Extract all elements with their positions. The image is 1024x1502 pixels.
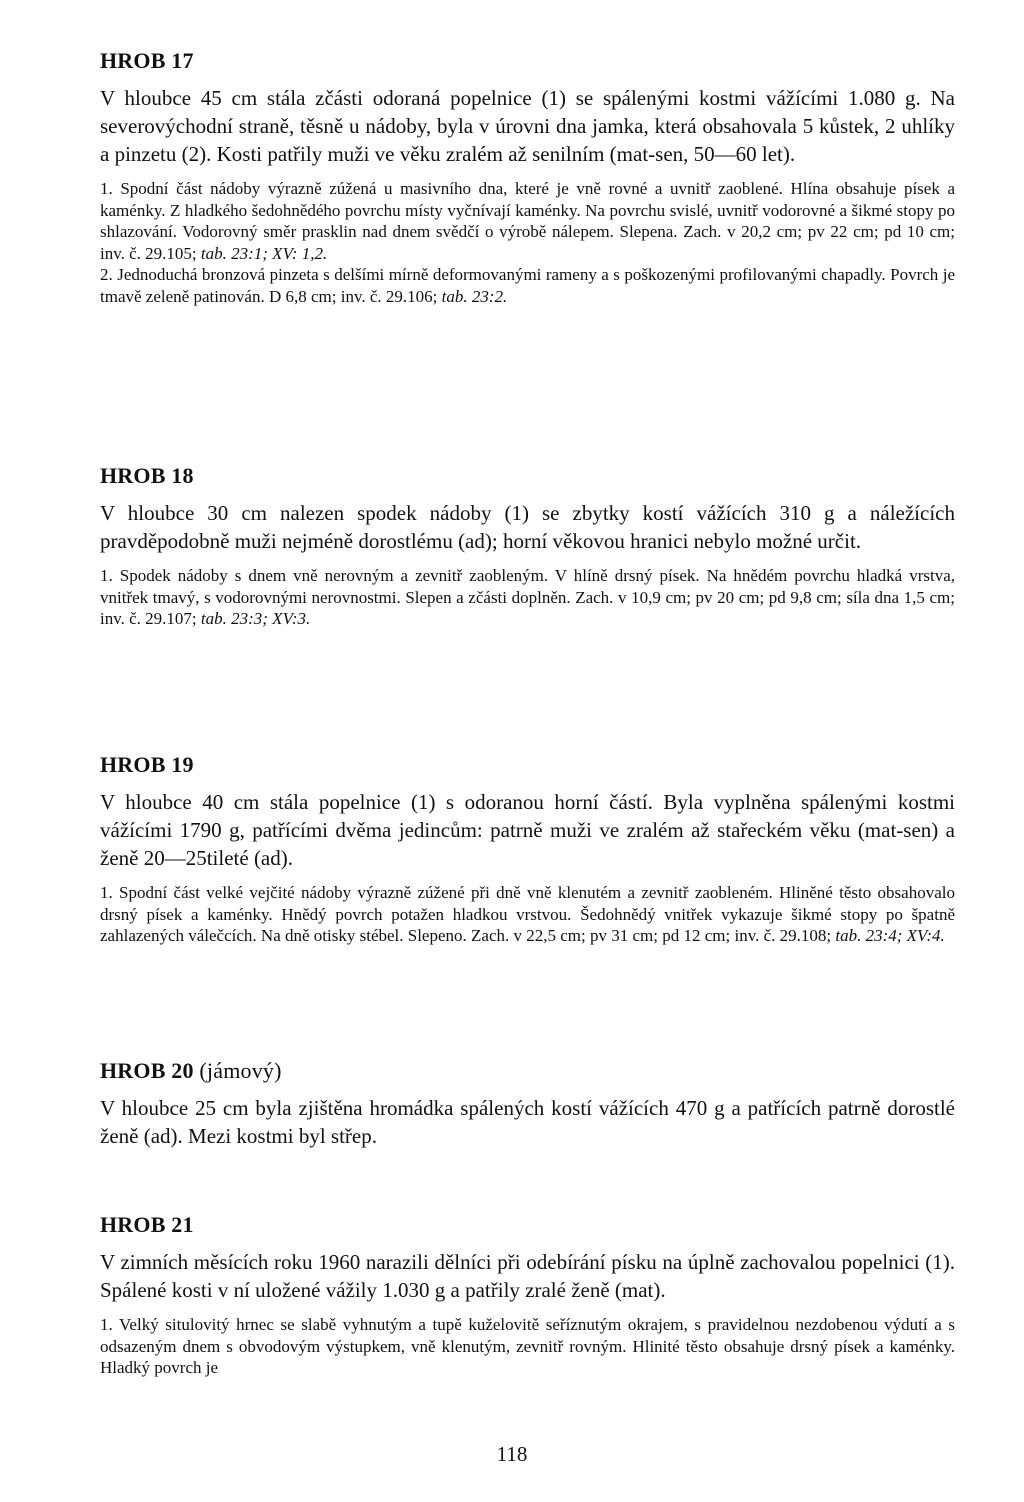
grave-19-description: V hloubce 40 cm stála popelnice (1) s odoranou horní částí. Byla vyplněna spálenými kostmi vážícími 1790 g, patřícími dvěma jedincům: patrně muži ve zralém až stařeckém věku (mat-sen) a ženě 20—25tileté (ad). bbox=[100, 790, 955, 870]
grave-17-item-1-ref: tab. 23:1; XV: 1,2. bbox=[200, 243, 328, 263]
grave-18-item-1 bbox=[100, 565, 955, 630]
grave-19-section bbox=[100, 752, 955, 947]
grave-19-item-1-ref: tab. 23:4; XV:4. bbox=[835, 926, 945, 946]
grave-21-item-1 bbox=[100, 1314, 955, 1379]
grave-20-section bbox=[100, 1058, 955, 1160]
grave-20-heading bbox=[100, 1058, 955, 1084]
grave-21-section bbox=[100, 1212, 955, 1379]
grave-17-item-2-ref: tab. 23:2. bbox=[441, 286, 508, 306]
grave-21-description: V zimních měsících roku 1960 narazili dělníci při odebírání písku na úplně zachovalou popelnici (1). Spálené kosti v ní uložené vážily 1.030 g a patřily zralé ženě (mat). bbox=[100, 1250, 955, 1302]
grave-17-section bbox=[100, 48, 955, 308]
page-number: 118 bbox=[496, 1442, 528, 1466]
grave-17-item-1-text: 1. Spodní část nádoby výrazně zúžená u masivního dna, které je vně rovné a uvnitř zaoblené. Hlína obsahuje písek a kaménky. Z hladkého šedohnědého povrchu místy vyčnívají kaménky. Na povrchu svislé, uvnitř vodorovné a šikmé stopy po shlazování. Vodorovný směr prasklin nad dnem svědčí o výrobě nálepem. Slepena. Zach. v 20,2 cm; pv 22 cm; pd 10 cm; inv. č. 29.105; bbox=[100, 179, 955, 263]
grave-17-item-2 bbox=[100, 264, 955, 307]
grave-19-item-1 bbox=[100, 882, 955, 947]
grave-18-item-1-text: 1. Spodek nádoby s dnem vně nerovným a zevnitř zaobleným. V hlíně drsný písek. Na hnědém povrchu hladká vrstva, vnitřek tmavý, s vodorovnými nerovnostmi. Slepen a zčásti doplněn. Zach. v 10,9 cm; pv 20 cm; pd 9,8 cm; síla dna 1,5 cm; inv. č. 29.107; bbox=[100, 566, 955, 629]
grave-17-item-2-text: 2. Jednoduchá bronzová pinzeta s delšími mírně deformovanými rameny a s poškozenými profilovanými chapadly. Povrch je tmavě zeleně patinován. D 6,8 cm; inv. č. 29.106; bbox=[100, 265, 955, 306]
grave-17-heading-text: HROB 17 bbox=[100, 48, 194, 73]
grave-18-heading bbox=[100, 463, 955, 489]
grave-20-heading-suffix: (jámový) bbox=[193, 1058, 282, 1083]
grave-17-heading bbox=[100, 48, 955, 74]
grave-17-item-1 bbox=[100, 178, 955, 264]
grave-20-description: V hloubce 25 cm byla zjištěna hromádka spálených kostí vážících 470 g a patřících patrně dorostlé ženě (ad). Mezi kostmi byl střep. bbox=[100, 1096, 955, 1148]
grave-17-description: V hloubce 45 cm stála zčásti odoraná popelnice (1) se spálenými kostmi vážícími 1.080 g. Na severovýchodní straně, těsně u nádoby, byla v úrovni dna jamka, která obsahovala 5 kůstek, 2 uhlíky a pinzetu (2). Kosti patřily muži ve věku zralém až senilním (mat-sen, 50—60 let). bbox=[100, 86, 955, 166]
grave-18-description: V hloubce 30 cm nalezen spodek nádoby (1) se zbytky kostí vážících 310 g a náležících pravděpodobně muži nejméně dorostlému (ad); horní věkovou hranici nebylo možné určit. bbox=[100, 501, 955, 553]
grave-21-item-1-text: 1. Velký situlovitý hrnec se slabě vyhnutým a tupě kuželovitě seříznutým okrajem, s pravidelnou nezdobenou výdutí a s odsazeným dnem s obvodovým výstupkem, vně klenutým, zevnitř rovným. Hlinité těsto obsahuje drsný písek a kaménky. Hladký povrch je bbox=[100, 1315, 955, 1378]
grave-19-heading-text: HROB 19 bbox=[100, 752, 194, 777]
grave-18-item-1-ref: tab. 23:3; XV:3. bbox=[200, 609, 311, 629]
grave-21-heading-text: HROB 21 bbox=[100, 1212, 194, 1237]
grave-19-heading bbox=[100, 752, 955, 778]
grave-21-heading bbox=[100, 1212, 955, 1238]
grave-20-heading-text: HROB 20 bbox=[100, 1058, 194, 1083]
grave-18-section bbox=[100, 463, 955, 630]
grave-19-item-1-text: 1. Spodní část velké vejčité nádoby výrazně zúžené při dně vně klenutém a zevnitř zaobleném. Hliněné těsto obsahovalo drsný písek a kaménky. Hnědý povrch potažen hladkou vrstvou. Šedohnědý vnitřek vykazuje šikmé stopy po špatně zahlazených válečcích. Na dně otisky stébel. Slepeno. Zach. v 22,5 cm; pv 31 cm; pd 12 cm; inv. č. 29.108; bbox=[100, 883, 955, 946]
grave-18-heading-text: HROB 18 bbox=[100, 463, 194, 488]
